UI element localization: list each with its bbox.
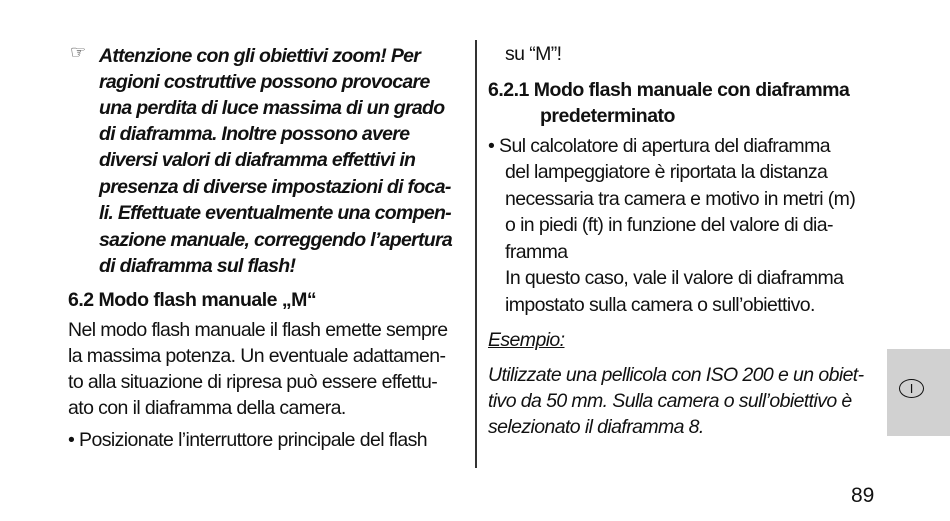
body-line: Nel modo flash manuale il flash emette sempre <box>68 319 448 341</box>
body-line: ato con il diaframma della camera. <box>68 397 346 419</box>
bullet-line: del lampeggiatore è riportata la distanza <box>505 161 828 183</box>
heading-line: predeterminato <box>540 105 675 127</box>
column-divider <box>475 40 477 468</box>
bullet-line: • Sul calcolatore di apertura del diaframma <box>488 135 830 157</box>
warning-line: di diaframma sul flash! <box>99 255 296 277</box>
example-line: selezionato il diaframma 8. <box>488 416 704 438</box>
bullet-line: impostato sulla camera o sull’obiettivo. <box>505 294 815 316</box>
language-tab-label: I <box>899 379 924 398</box>
warning-line: diversi valori di diaframma effettivi in <box>99 149 416 171</box>
bullet-line: o in piedi (ft) in funzione del valore di dia- <box>505 214 833 236</box>
body-line: la massima potenza. Un eventuale adattamen- <box>68 345 446 367</box>
warning-line: li. Effettuate eventualmente una compen- <box>99 202 451 224</box>
continuation-text: su “M”! <box>505 43 562 65</box>
bullet-main-switch: • Posizionate l’interruttore principale del flash <box>68 429 427 451</box>
bullet-line: necessaria tra camera e motivo in metri (m) <box>505 188 856 210</box>
example-line: Utilizzate una pellicola con ISO 200 e un obiet- <box>488 364 864 386</box>
heading-line: 6.2.1 Modo flash manuale con diaframma <box>488 79 850 101</box>
warning-line: presenza di diverse impostazioni di foca- <box>99 176 451 198</box>
example-line: tivo da 50 mm. Sulla camera o sull’obiettivo è <box>488 390 852 412</box>
bullet-line: In questo caso, vale il valore di diaframma <box>505 267 844 289</box>
section-heading-6-2: 6.2 Modo flash manuale „M“ <box>68 289 317 311</box>
pointing-hand-icon: ☞ <box>70 42 87 63</box>
warning-line: ragioni costruttive possono provocare <box>99 71 430 93</box>
bullet-line: framma <box>505 241 568 263</box>
language-side-tab <box>887 349 950 436</box>
warning-line: Attenzione con gli obiettivi zoom! Per <box>99 45 421 67</box>
body-line: to alla situazione di ripresa può essere effettu- <box>68 371 438 393</box>
warning-line: di diaframma. Inoltre possono avere <box>99 123 410 145</box>
warning-line: sazione manuale, correggendo l’apertura <box>99 229 453 251</box>
example-label: Esempio: <box>488 329 565 351</box>
warning-line: una perdita di luce massima di un grado <box>99 97 445 119</box>
page-number: 89 <box>851 484 875 507</box>
